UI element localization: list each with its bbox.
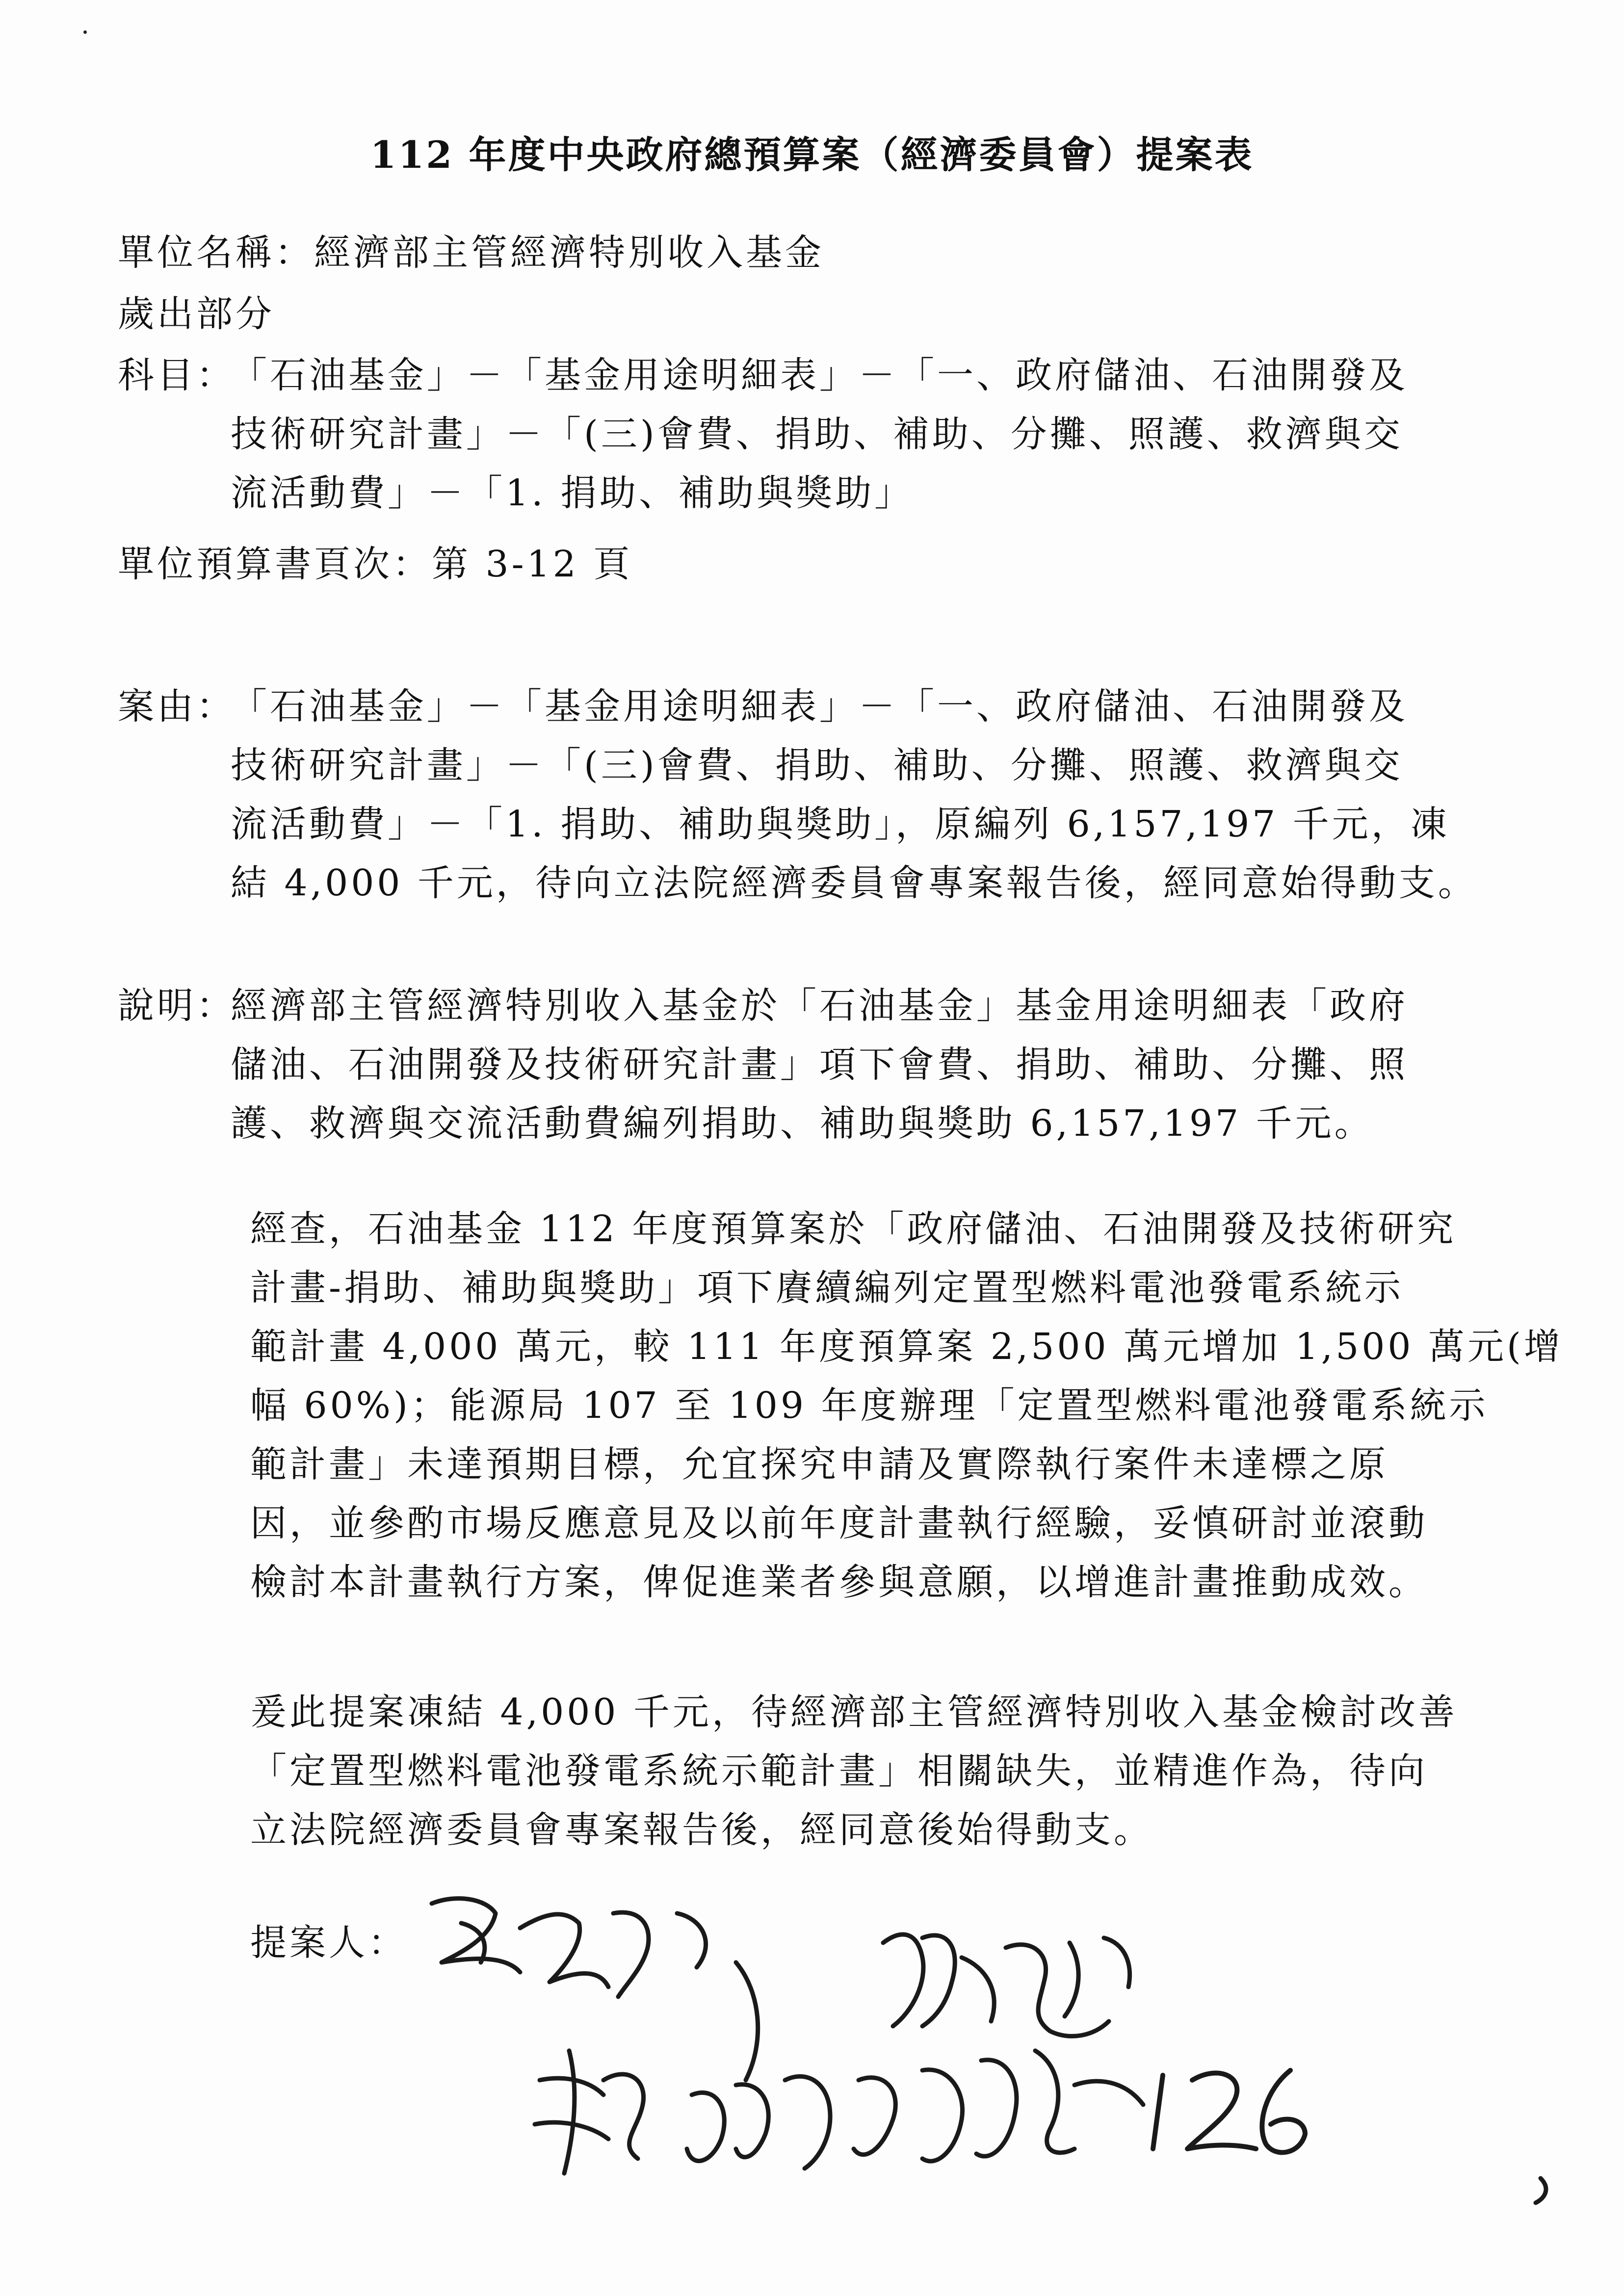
case-line: 流活動費」－「1. 捐助、補助與獎助」，原編列 6,157,197 千元，凍 bbox=[231, 803, 1450, 845]
explanation-line: 立法院經濟委員會專案報告後，經同意後始得動支。 bbox=[250, 1809, 1153, 1851]
scan-speck bbox=[83, 30, 87, 34]
signature-stroke bbox=[432, 1899, 520, 1972]
case-line: 結 4,000 千元，待向立法院經濟委員會專案報告後，經同意始得動支。 bbox=[231, 862, 1477, 904]
explanation-para-2 bbox=[250, 1200, 1563, 1612]
digit-stroke bbox=[1262, 2070, 1305, 2152]
subject-label: 科目： bbox=[118, 354, 236, 396]
signature-stroke bbox=[677, 1913, 706, 1967]
explanation-para-1 bbox=[231, 976, 1408, 1153]
explanation-line: 因，並參酌市場反應意見及以前年度計畫執行經驗，妥慎研討並滾動 bbox=[250, 1502, 1428, 1544]
digit-stroke bbox=[1187, 2073, 1256, 2149]
signature-stroke bbox=[883, 1934, 923, 2026]
signature-stroke bbox=[736, 1962, 758, 2080]
explanation-line: 檢討本計畫執行方案，俾促進業者參與意願，以增進計畫推動成效。 bbox=[250, 1561, 1428, 1603]
signature-stroke bbox=[535, 2122, 608, 2139]
signature-stroke bbox=[976, 2060, 1017, 2156]
subject-line: 流活動費」－「1. 捐助、補助與獎助」 bbox=[231, 472, 914, 514]
signature-stroke bbox=[1035, 2051, 1074, 2153]
signature-stroke bbox=[962, 1957, 994, 2021]
signature-stroke bbox=[736, 2085, 768, 2157]
subject-text bbox=[231, 346, 1408, 522]
explanation-line: 經濟部主管經濟特別收入基金於「石油基金」基金用途明細表「政府 bbox=[231, 985, 1408, 1027]
explanation-para-3 bbox=[250, 1683, 1458, 1859]
signature-stroke bbox=[613, 1912, 649, 1997]
signature-stroke bbox=[1104, 1938, 1130, 1987]
case-label: 案由： bbox=[118, 685, 236, 728]
explanation-line: 幅 60%)；能源局 107 至 109 年度辦理「定置型燃料電池發電系統示 bbox=[250, 1384, 1489, 1427]
signature-stroke bbox=[1006, 1945, 1109, 2036]
explanation-line: 護、救濟與交流活動費編列捐助、補助與獎助 6,157,197 千元。 bbox=[231, 1102, 1374, 1145]
subject-line: 技術研究計畫」－「(三)會費、捐助、補助、分攤、照護、救濟與交 bbox=[231, 413, 1403, 455]
signature-stroke bbox=[785, 2076, 830, 2168]
explanation-line: 儲油、石油開發及技術研究計畫」項下會費、捐助、補助、分攤、照 bbox=[231, 1044, 1408, 1086]
proposer-label: 提案人： bbox=[250, 1922, 407, 1964]
signature-stroke bbox=[1536, 2178, 1546, 2203]
signature-stroke bbox=[540, 2078, 603, 2095]
case-line: 「石油基金」－「基金用途明細表」－「一、政府儲油、石油開發及 bbox=[231, 685, 1408, 728]
explanation-line: 爰此提案凍結 4,000 千元，待經濟部主管經濟特別收入基金檢討改善 bbox=[250, 1691, 1458, 1733]
explanation-label: 說明： bbox=[118, 985, 236, 1027]
explanation-line: 計畫-捐助、補助與獎助」項下賡續編列定置型燃料電池發電系統示 bbox=[250, 1267, 1404, 1309]
signature-stroke bbox=[520, 1914, 608, 1987]
signature-stroke bbox=[603, 2074, 644, 2159]
page-reference: 單位預算書頁次：第 3-12 頁 bbox=[118, 543, 633, 585]
signature-stroke bbox=[564, 2051, 575, 2173]
case-text bbox=[231, 677, 1477, 913]
signature-stroke bbox=[922, 1935, 955, 2026]
signature-stroke bbox=[461, 1923, 485, 1962]
signature-stroke bbox=[1065, 1943, 1078, 2016]
unit-name: 單位名稱：經濟部主管經濟特別收入基金 bbox=[118, 232, 824, 274]
digit-stroke bbox=[1153, 2075, 1163, 2149]
section-label: 歲出部分 bbox=[118, 293, 275, 335]
signature-stroke bbox=[922, 2070, 963, 2161]
signature-stroke bbox=[687, 2093, 724, 2161]
explanation-line: 「定置型燃料電池發電系統示範計畫」相關缺失，並精進作為，待向 bbox=[250, 1750, 1428, 1792]
signature-stroke bbox=[1074, 2081, 1143, 2105]
document-title: 112 年度中央政府總預算案（經濟委員會）提案表 bbox=[370, 133, 1254, 177]
case-line: 技術研究計畫」－「(三)會費、捐助、補助、分攤、照護、救濟與交 bbox=[231, 744, 1403, 786]
explanation-line: 範計畫」未達預期目標，允宜探究申請及實際執行案件未達標之原 bbox=[250, 1443, 1388, 1486]
handwritten-number bbox=[1153, 2070, 1305, 2152]
signature-stroke bbox=[854, 2078, 895, 2155]
subject-line: 「石油基金」－「基金用途明細表」－「一、政府儲油、石油開發及 bbox=[231, 354, 1408, 396]
explanation-line: 經查，石油基金 112 年度預算案於「政府儲油、石油開發及技術研究 bbox=[250, 1208, 1457, 1250]
explanation-line: 範計畫 4,000 萬元，較 111 年度預算案 2,500 萬元增加 1,500 萬元(增 bbox=[250, 1326, 1563, 1368]
